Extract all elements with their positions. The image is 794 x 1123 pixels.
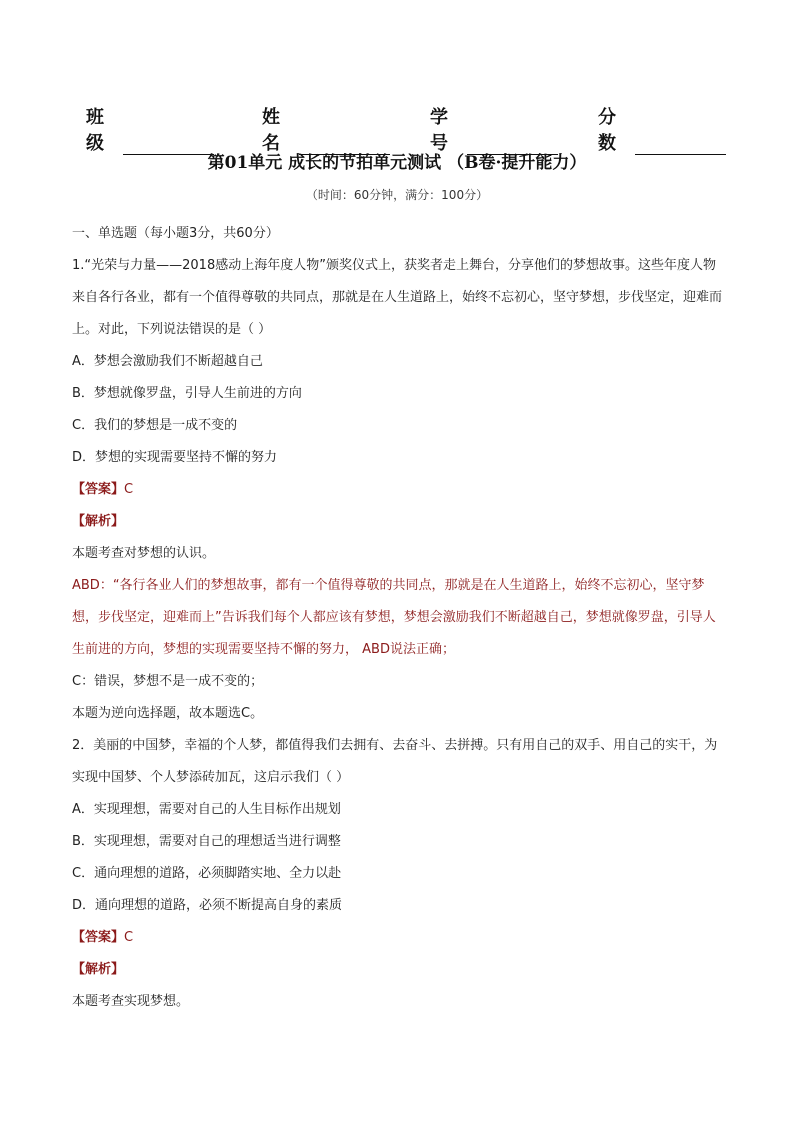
q1-analysis-c: C：错误，梦想不是一成不变的； <box>72 674 264 689</box>
q2-option-c: C．通向理想的道路，必须脚踏实地、全力以赴 <box>72 866 342 881</box>
score-label: 分数 <box>598 107 616 154</box>
q2-analysis-intro: 本题考查实现梦想。 <box>72 994 190 1009</box>
q1-answer <box>72 474 726 506</box>
name-label: 姓名 <box>262 107 280 154</box>
page-title: 第01单元 成长的节拍单元测试 （B卷·提升能力） <box>207 153 587 173</box>
answer-tag: 【答案】 <box>72 930 125 945</box>
q1-analysis-abd: ABD：“各行各业人们的梦想故事，都有一个值得尊敬的共同点，那就是在人生道路上，始终不忘初心，坚守梦想，步伐坚定，迎难而上”告诉我们每个人都应该有梦想，梦想会激励我们不断超越自己，梦想就像罗盘，引导人生前进的方向，梦想的实现需要坚持不懈的努力， ABD说法正确； <box>72 578 716 657</box>
q1-option-c: C．我们的梦想是一成不变的 <box>72 418 238 433</box>
q1-analysis-intro: 本题考查对梦想的认识。 <box>72 546 216 561</box>
number-label: 学号 <box>430 107 448 154</box>
q2-answer <box>72 922 726 954</box>
q1-analysis-tag: 【解析】 <box>72 514 125 529</box>
q1-conclusion: 本题为逆向选择题，故本题选C。 <box>72 706 264 721</box>
q2-option-d: D．通向理想的道路，必须不断提高自身的素质 <box>72 898 343 913</box>
section-heading: 一、单选题（每小题3分，共60分） <box>72 226 279 241</box>
answer-value: C <box>124 482 134 497</box>
q1-option-d: D．梦想的实现需要坚持不懈的努力 <box>72 450 278 465</box>
answer-value: C <box>124 930 134 945</box>
answer-tag: 【答案】 <box>72 482 125 497</box>
q1-option-b: B．梦想就像罗盘，引导人生前进的方向 <box>72 386 302 401</box>
q2-option-b: B．实现理想，需要对自己的理想适当进行调整 <box>72 834 341 849</box>
question-1-stem: 1.“光荣与力量——2018感动上海年度人物”颁奖仪式上，获奖者走上舞台，分享他们的梦想故事。这些年度人物来自各行各业，都有一个值得尊敬的共同点，那就是在人生道路上，始终不忘初心，坚守梦想，步伐坚定，迎难而上。对此，下列说法错误的是（ ） <box>72 258 723 337</box>
q2-analysis-tag: 【解析】 <box>72 962 125 977</box>
question-2-stem: 2．美丽的中国梦，幸福的个人梦，都值得我们去拥有、去奋斗、去拼搏。只有用自己的双手、用自己的实干，为实现中国梦、个人梦添砖加瓦，这启示我们（ ） <box>72 738 718 785</box>
q2-option-a: A．实现理想，需要对自己的人生目标作出规划 <box>72 802 341 817</box>
q1-option-a: A．梦想会激励我们不断超越自己 <box>72 354 263 369</box>
class-label: 班级 <box>86 107 104 154</box>
exam-info: （时间：60分钟，满分：100分） <box>305 188 489 202</box>
question-content <box>72 218 726 1018</box>
